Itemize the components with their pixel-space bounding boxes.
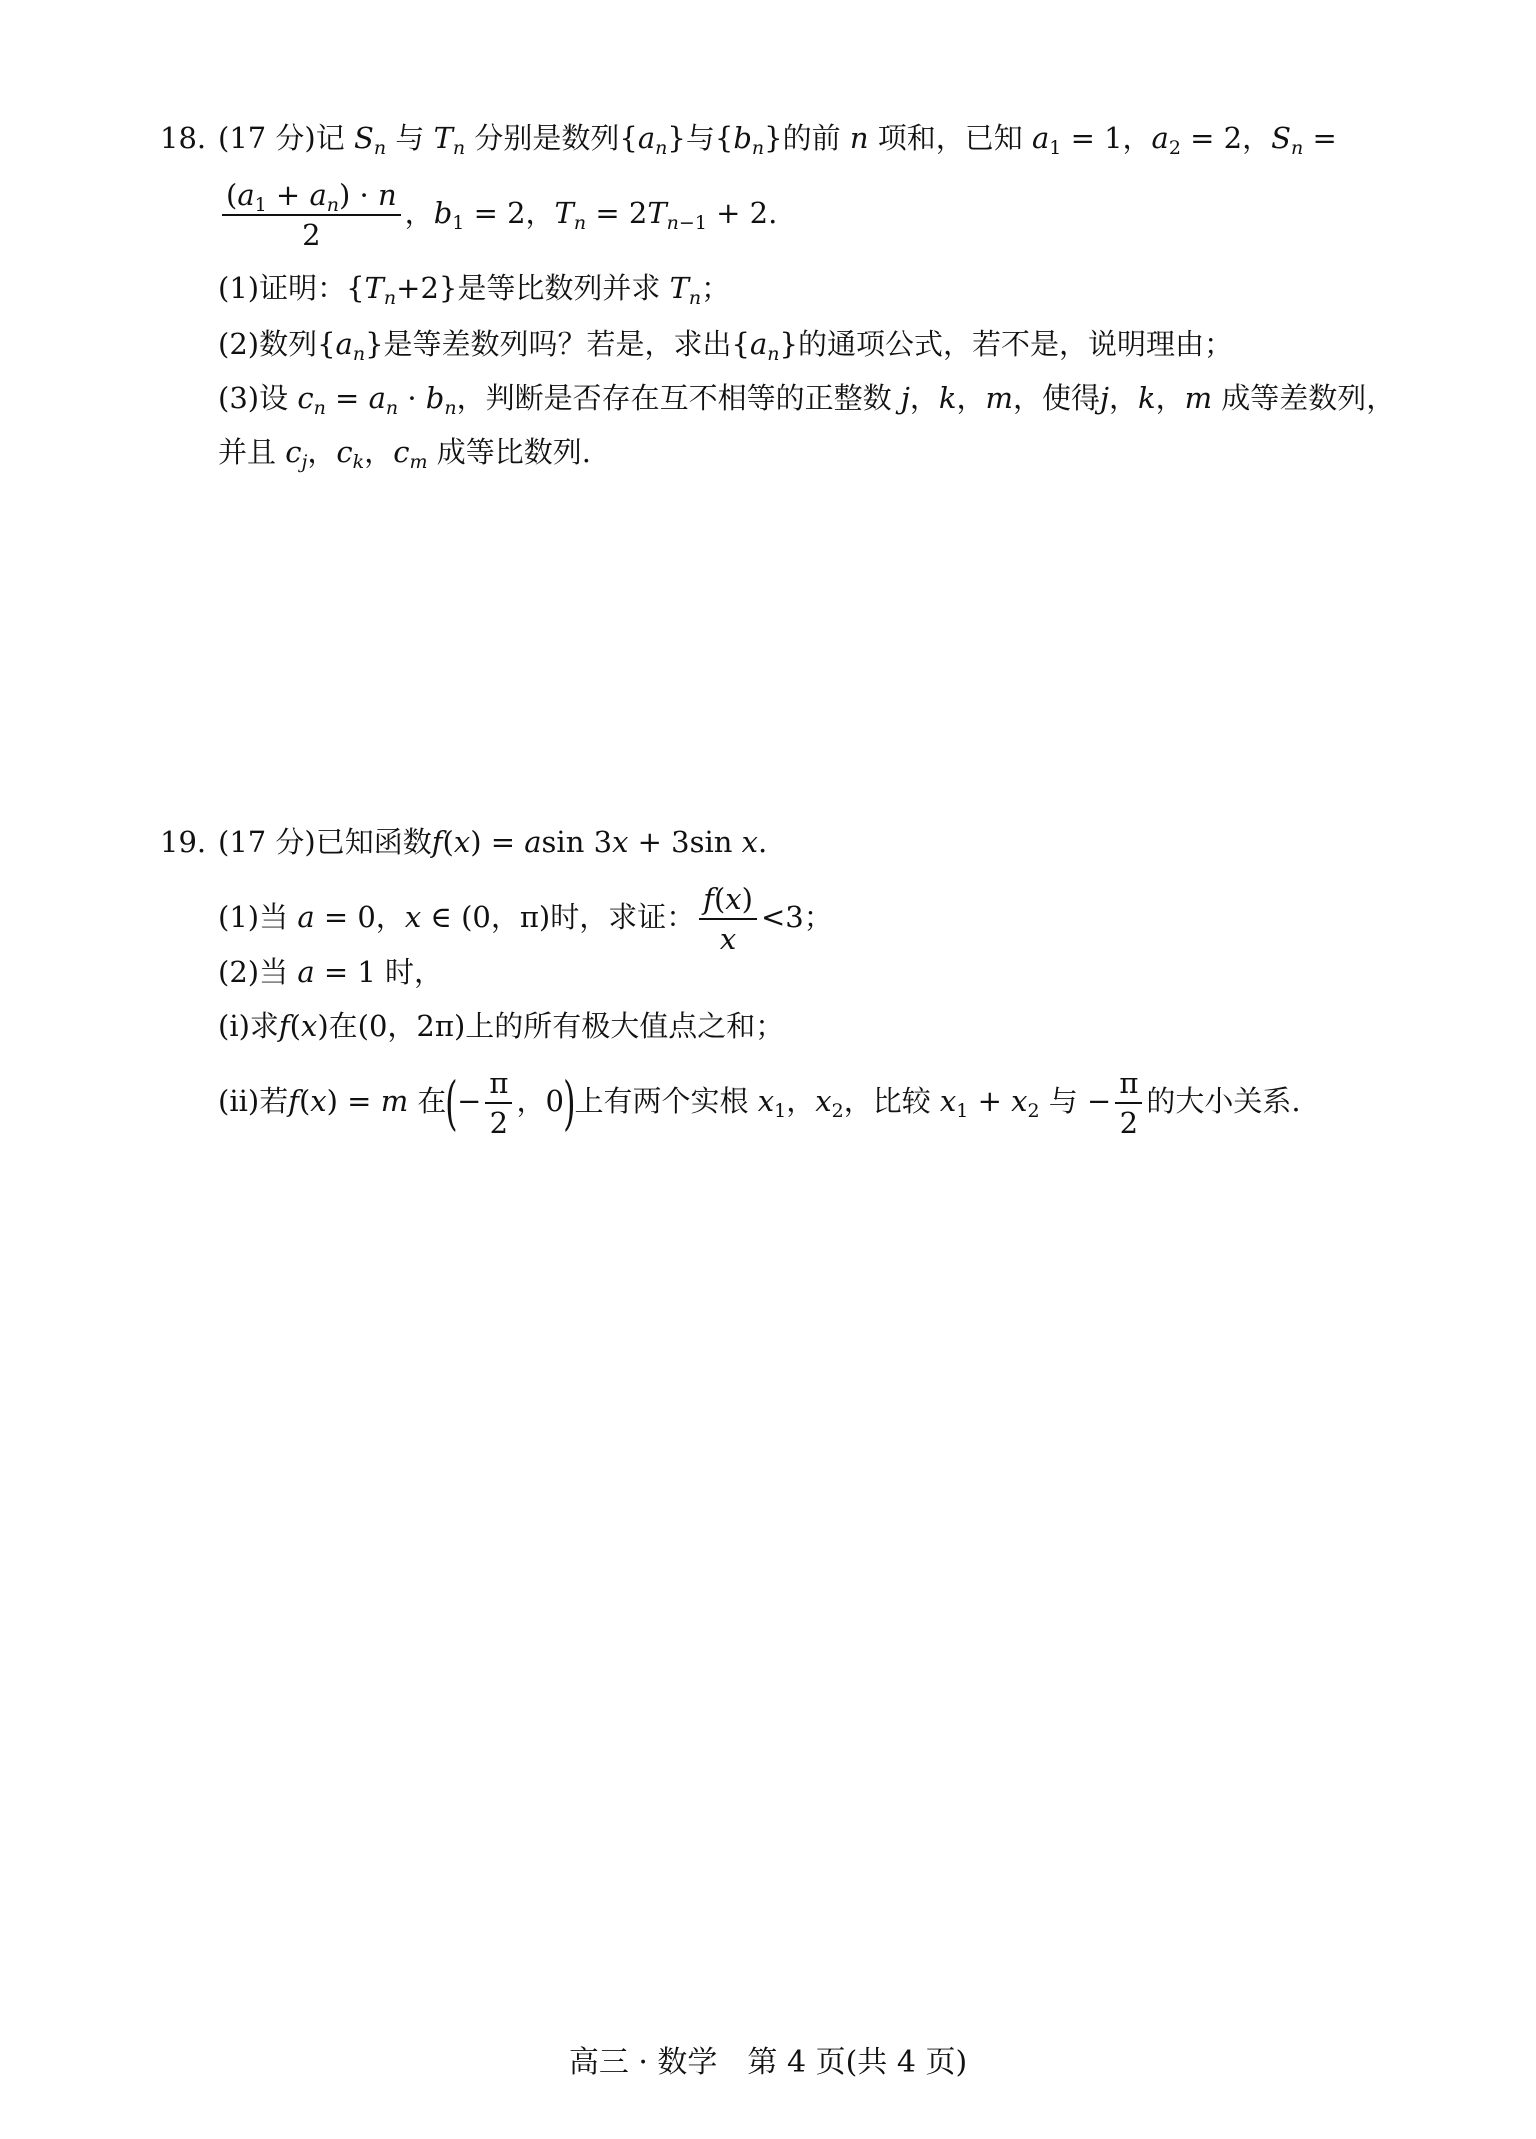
q19-part2-ii: (ii)若f(x) = m 在(− $\frac{\pi}{2}$ ，0)上有两个实根 $x_1$，$x_2$，比较 $x_1 + x_2$ 与 − $\frac{\pi}{2}$ 的大小关系. xyxy=(218,1066,1301,1140)
q19-part1: (1)当 a = 0，x ∈ (0，π)时，求证： $\frac{f(x)}{x}$ <3； xyxy=(218,882,833,956)
q19-stem: (17 分)已知函数f(x) = asin 3x + 3sin x. xyxy=(218,825,768,859)
q18-number: 18. xyxy=(160,121,207,155)
q18-sn-fraction: $\frac{(a_1 + a_n) \cdot n}{2}$ xyxy=(222,178,401,252)
q18-part3-line2: 并且 $c_j$，$c_k$，$c_m$ 成等比数列. xyxy=(218,435,591,473)
q18-part2: (2)数列$\{a_n\}$是等差数列吗？若是，求出$\{a_n\}$的通项公式，若不是，说明理由； xyxy=(218,327,1233,365)
q18-stem-line2: $\frac{(a_1 + a_n) \cdot n}{2}$ ，$b_1 = 2$，$T_n = 2T_{n-1} + 2$. xyxy=(218,178,777,252)
q19-score: (17 分) xyxy=(218,825,316,859)
q18-score: (17 分) xyxy=(218,121,316,155)
q19-fx-over-x-fraction: $\frac{f(x)}{x}$ xyxy=(699,882,757,956)
q19-part2-i: (i)求f(x)在(0，2π)上的所有极大值点之和； xyxy=(218,1009,785,1043)
page-footer: 高三 · 数学 第 4 页(共 4 页) xyxy=(568,2045,968,2080)
q18-part3: (3)设 $c_n = a_n \cdot b_n$，判断是否存在互不相等的正整数 j，k，m，使得j，k，m 成等差数列， xyxy=(218,381,1396,419)
q18-stem-line1: (17 分)记 $S_n$ 与 $T_n$ 分别是数列$\{a_n\}$与$\{b_n\}$的前 n 项和，已知 $a_1 = 1$，$a_2 = 2$，$S_n$ = xyxy=(218,121,1337,159)
q19-number: 19. xyxy=(160,825,207,859)
q19-part2: (2)当 a = 1 时， xyxy=(218,955,444,989)
q18-part1: (1)证明：$\{T_n+2\}$是等比数列并求 $T_n$； xyxy=(218,271,731,309)
